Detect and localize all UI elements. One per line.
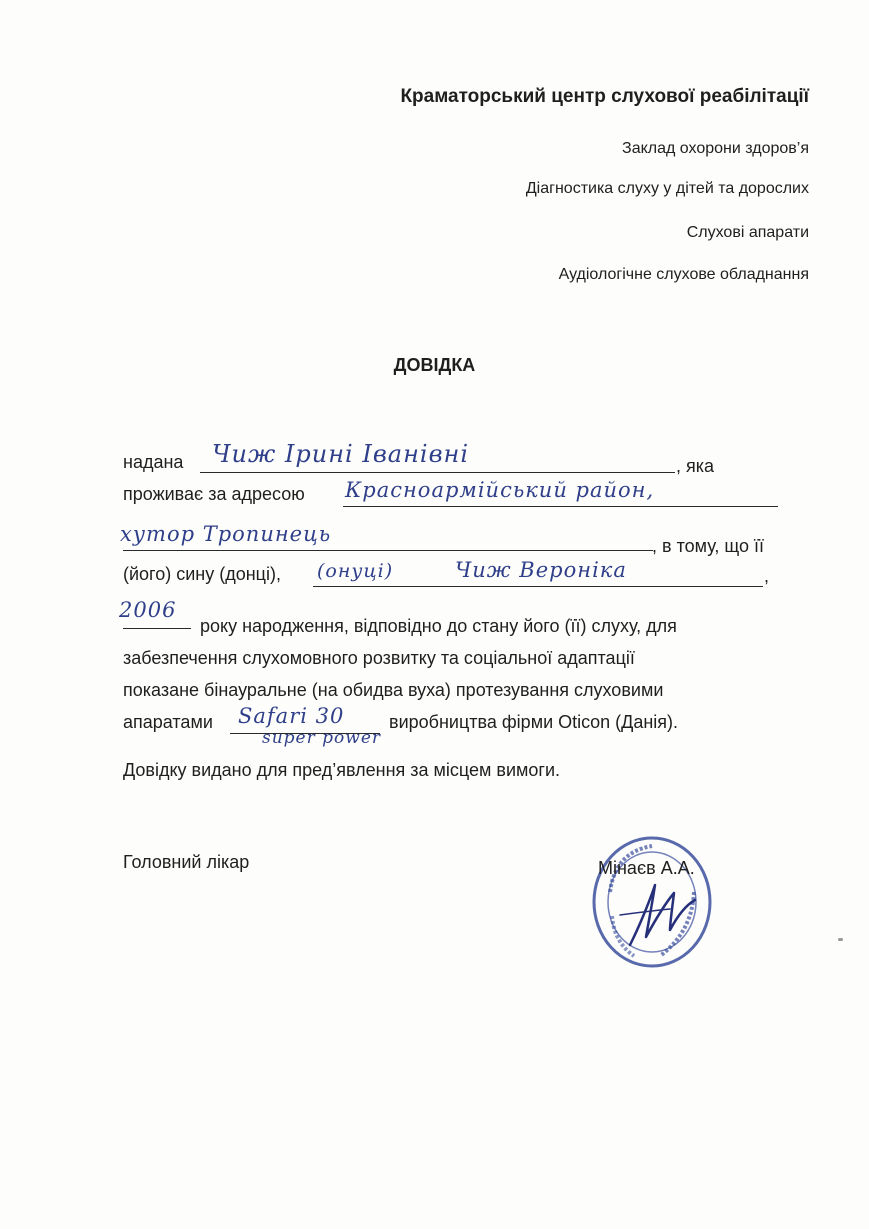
manufacturer-text: виробництва фірми Oticon (Данія). — [389, 712, 679, 732]
birth-year-handwritten: 2006 — [119, 598, 177, 622]
child-label: (його) сину (донці), — [123, 564, 281, 584]
devices-label: апаратами — [123, 712, 213, 732]
body-line-4: забезпечення слухомовного розвитку та соціальної адаптації — [123, 648, 635, 668]
body-line-5: показане бінауральне (на обидва вуха) протезування слуховими — [123, 680, 664, 700]
address-label: проживає за адресою — [123, 484, 305, 504]
header-line-2: Діагностика слуху у дітей та дорослих — [525, 180, 809, 197]
header-line-4: Аудіологічне слухове обладнання — [558, 266, 809, 283]
address-handwritten-2: хутор Тропинець — [120, 522, 332, 546]
that-label: , в тому, що її — [652, 536, 765, 556]
closing-text: Довідку видано для пред’явлення за місцем вимоги. — [123, 760, 561, 780]
paper-speck — [838, 938, 843, 941]
device-model-handwritten: Safari 30 — [238, 704, 345, 728]
header-line-1: Заклад охорони здоров’я — [622, 140, 809, 157]
address-underline-2 — [123, 550, 653, 551]
issued-to-underline — [200, 472, 675, 473]
child-handwritten-2: Чиж Вероніка — [455, 558, 627, 582]
signer-position: Головний лікар — [123, 852, 250, 872]
issued-to-label: надана — [123, 452, 184, 472]
birth-year-underline — [123, 628, 191, 629]
issued-to-handwritten: Чиж Ірині Іванівні — [212, 440, 470, 468]
signer-name: Мінаєв А.А. — [598, 858, 695, 878]
header-line-3: Слухові апарати — [686, 224, 809, 241]
handwritten-signature — [600, 875, 710, 955]
address-underline-1 — [343, 506, 778, 507]
birth-text: року народження, відповідно до стану його (її) слуху, для — [200, 616, 677, 636]
child-handwritten-1: (онуці) — [317, 560, 394, 582]
device-model-2-handwritten: super power — [262, 728, 382, 748]
document-title: ДОВІДКА — [393, 355, 476, 375]
child-underline — [313, 586, 763, 587]
child-comma: , — [764, 566, 770, 586]
which-label: , яка — [676, 456, 715, 476]
address-handwritten-1: Красноармійський район, — [345, 478, 655, 502]
organization-name: Краматорський центр слухової реабілітації — [400, 86, 809, 107]
